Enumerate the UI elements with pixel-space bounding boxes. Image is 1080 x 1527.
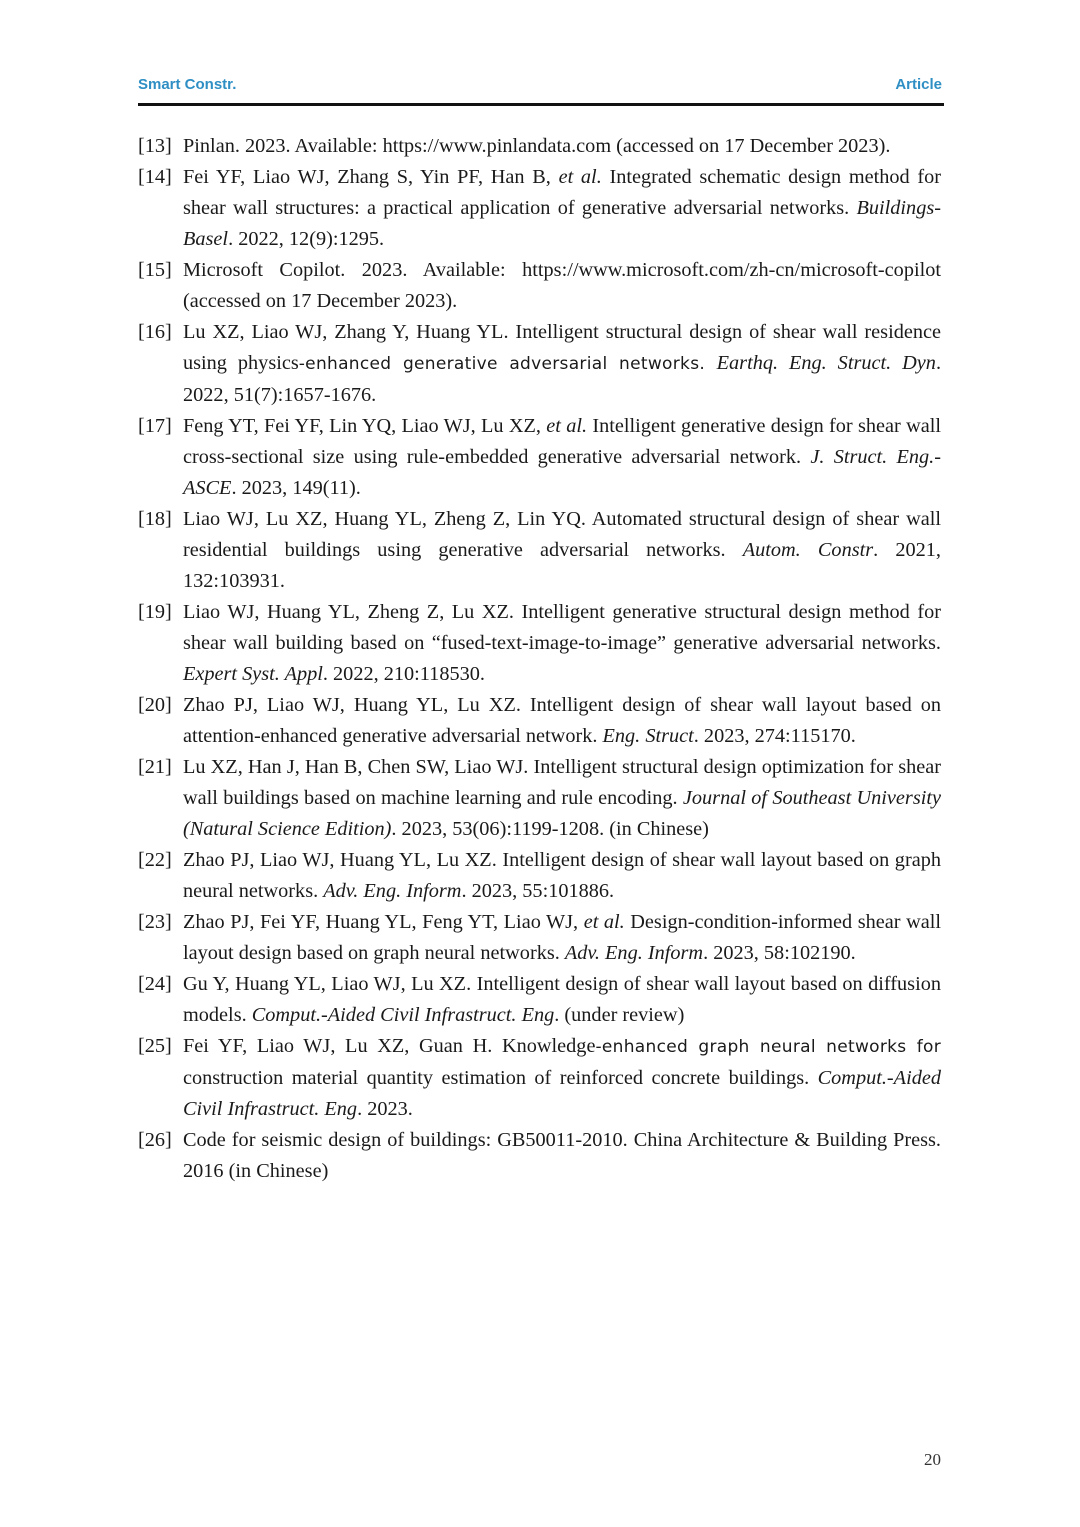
reference-number: [26] <box>138 1129 172 1151</box>
reference-journal: Buildings-Basel <box>183 197 941 250</box>
reference-journal: Adv. Eng. Inform <box>564 942 704 964</box>
reference-text: construction material quantity estimation of reinforced concrete buildings. <box>183 1067 818 1089</box>
reference-number: [14] <box>138 166 172 188</box>
reference-text: Zhao PJ, Fei YF, Huang YL, Feng YT, Liao WJ, <box>183 911 584 933</box>
reference-item <box>138 411 941 504</box>
reference-item <box>138 255 941 317</box>
reference-number: [15] <box>138 259 172 281</box>
page-number: 20 <box>924 1450 941 1469</box>
reference-journal: Journal of Southeast University (Natural Science Edition) <box>183 787 941 840</box>
reference-number: [19] <box>138 601 172 623</box>
reference-number: [16] <box>138 321 172 343</box>
reference-number: [25] <box>138 1035 172 1057</box>
reference-text: . 2023, 274:115170. <box>693 725 856 747</box>
reference-number: [13] <box>138 135 172 157</box>
reference-text: Pinlan. 2023. Available: https://www.pinlandata.com (accessed on 17 December 2023). <box>183 135 891 157</box>
reference-text: Zhao PJ, Liao WJ, Huang YL, Lu XZ. Intelligent design of shear wall layout based on graph neural networks. <box>183 849 941 902</box>
reference-text: Fei YF, Liao WJ, Lu XZ, Guan H. Knowledge <box>183 1035 596 1057</box>
reference-item <box>138 969 941 1031</box>
reference-journal: Adv. Eng. Inform <box>323 880 462 902</box>
reference-journal: Comput.-Aided Civil Infrastruct. Eng <box>251 1004 555 1026</box>
reference-item <box>138 752 941 845</box>
reference-item <box>138 504 941 597</box>
reference-number: [17] <box>138 415 172 437</box>
reference-list <box>138 131 941 1187</box>
reference-text: Lu XZ, Han J, Han B, Chen SW, Liao WJ. Intelligent structural design optimization for shear wall buildings based on machine learning and rule encoding. <box>183 756 941 809</box>
reference-item <box>138 131 941 162</box>
reference-journal: et al. <box>583 911 625 933</box>
reference-text: . (under review) <box>554 1004 685 1026</box>
reference-text: Gu Y, Huang YL, Liao WJ, Lu XZ. Intelligent design of shear wall layout based on diffusion models. <box>183 973 941 1026</box>
reference-journal: Autom. Constr <box>742 539 874 561</box>
reference-journal: Expert Syst. Appl <box>183 663 323 685</box>
reference-number: [23] <box>138 911 172 933</box>
reference-text: Lu XZ, Liao WJ, Zhang Y, Huang YL. Intelligent structural design of shear wall residence using physics <box>183 321 941 374</box>
reference-item <box>138 597 941 690</box>
reference-text: . 2023, 53(06):1199-1208. (in Chinese) <box>391 818 709 840</box>
reference-text: Integrated schematic design method for shear wall structures: a practical application of generative adversarial networks. <box>183 166 941 219</box>
reference-text-sans: -enhanced graph neural networks for <box>595 1037 942 1057</box>
reference-text: . 2022, 210:118530. <box>322 663 485 685</box>
article-type: Article <box>895 76 942 93</box>
reference-text: . 2023. <box>357 1098 413 1120</box>
reference-journal: Eng. Struct <box>602 725 694 747</box>
reference-number: [20] <box>138 694 172 716</box>
reference-item <box>138 845 941 907</box>
reference-item <box>138 162 941 255</box>
reference-text: . 2022, 51(7):1657-1676. <box>183 352 942 406</box>
reference-journal: Comput.-Aided Civil Infrastruct. Eng <box>183 1067 941 1120</box>
header-rule <box>138 103 944 106</box>
reference-number: [18] <box>138 508 172 530</box>
reference-text: . 2023, 58:102190. <box>703 942 856 964</box>
reference-text-sans: -enhanced generative adversarial networks. <box>298 354 717 374</box>
reference-journal: et al. <box>546 415 588 437</box>
reference-text: . 2023, 55:101886. <box>461 880 615 902</box>
running-header <box>138 76 942 98</box>
reference-text: . 2023, 149(11). <box>231 477 361 499</box>
reference-text: . 2021, 132:103931. <box>183 539 942 592</box>
reference-text: Liao WJ, Huang YL, Zheng Z, Lu XZ. Intelligent generative structural design method for shear wall building based on “fused-text-image-to-image” generative adversarial networks. <box>183 601 941 654</box>
reference-number: [22] <box>138 849 172 871</box>
reference-number: [21] <box>138 756 172 778</box>
reference-text: Fei YF, Liao WJ, Zhang S, Yin PF, Han B, <box>183 166 559 188</box>
reference-text: Design-condition-informed shear wall layout design based on graph neural networks. <box>183 911 942 964</box>
reference-text: Intelligent generative design for shear wall cross-sectional size using rule-embedded generative adversarial network. <box>183 415 941 468</box>
reference-number: [24] <box>138 973 172 995</box>
reference-item <box>138 1031 941 1125</box>
reference-journal: J. Struct. Eng.-ASCE <box>183 446 941 499</box>
reference-text: Zhao PJ, Liao WJ, Huang YL, Lu XZ. Intelligent design of shear wall layout based on attention-enhanced generative adversarial network. <box>183 694 941 747</box>
reference-journal: et al. <box>558 166 602 188</box>
journal-name: Smart Constr. <box>138 76 237 93</box>
reference-item <box>138 907 941 969</box>
reference-text: Microsoft Copilot. 2023. Available: https://www.microsoft.com/zh-cn/microsoft-copilot (accessed on 17 December 2023). <box>183 259 941 312</box>
reference-item <box>138 1125 941 1187</box>
reference-journal: Earthq. Eng. Struct. Dyn <box>716 352 936 374</box>
reference-text: Code for seismic design of buildings: GB50011-2010. China Architecture & Building Press. 2016 (in Chinese) <box>183 1129 941 1182</box>
reference-item <box>138 690 941 752</box>
reference-text: Feng YT, Fei YF, Lin YQ, Liao WJ, Lu XZ, <box>183 415 547 437</box>
reference-text: . 2022, 12(9):1295. <box>228 228 385 250</box>
reference-item <box>138 317 941 411</box>
reference-text: Liao WJ, Lu XZ, Huang YL, Zheng Z, Lin YQ. Automated structural design of shear wall residential buildings using generative adversarial networks. <box>183 508 941 561</box>
